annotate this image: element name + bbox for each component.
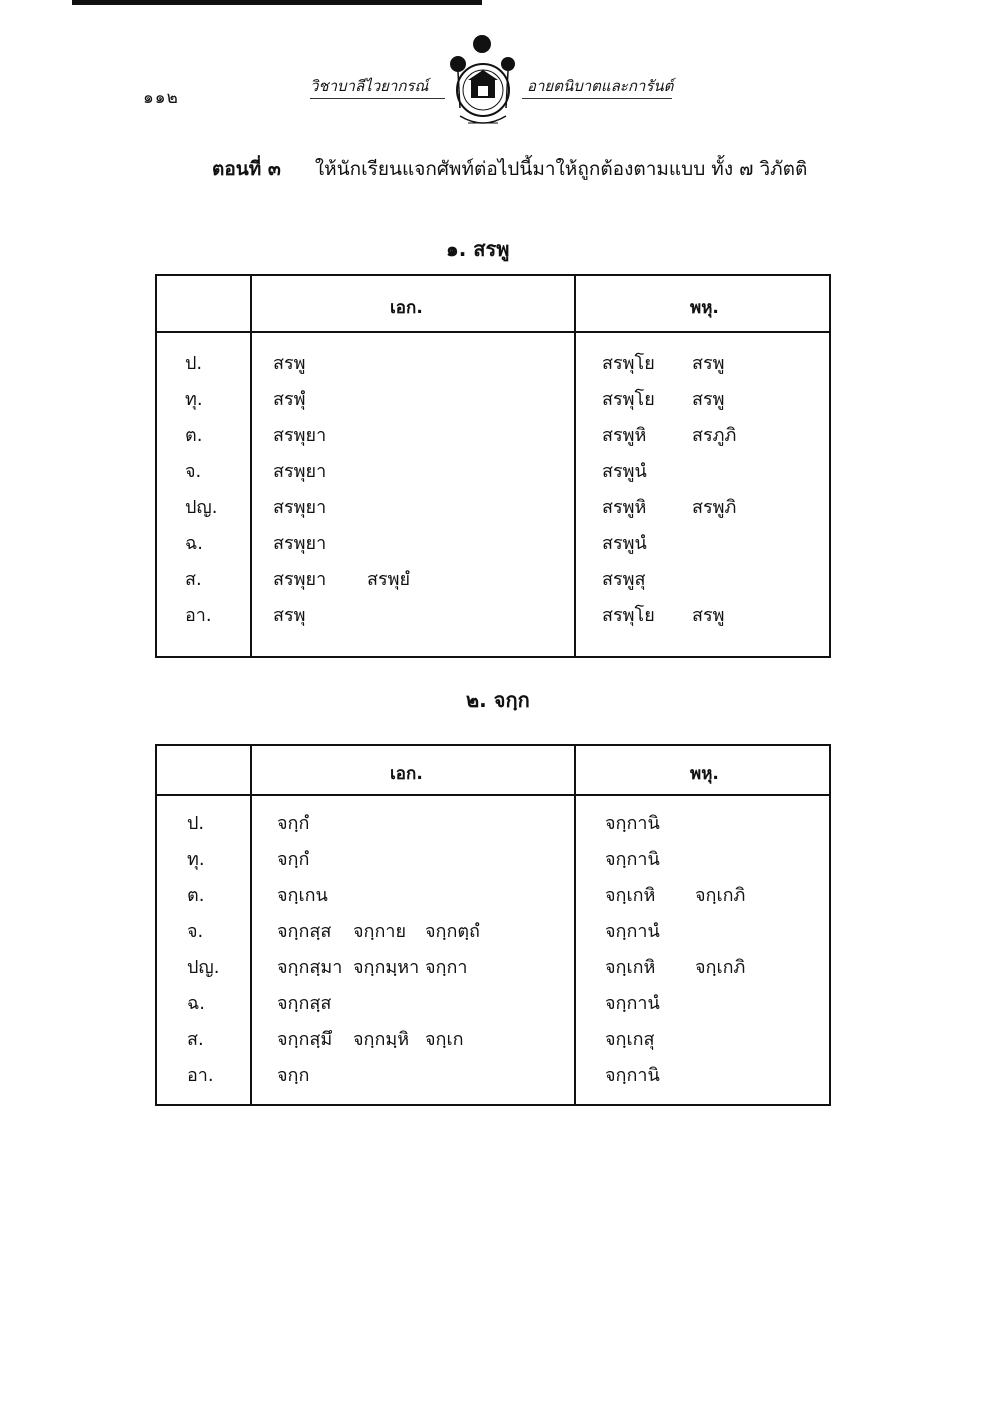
table-2-title: ๒. จกฺก	[466, 688, 530, 712]
case-label: ป.	[185, 353, 203, 374]
table-row	[157, 1060, 829, 1096]
case-label: อา.	[187, 1065, 214, 1086]
plural-form: สรพูนํ	[602, 533, 647, 554]
instruction-line	[212, 154, 807, 184]
singular-form: สรพุยํ	[367, 569, 411, 590]
header-underline-left	[310, 98, 445, 99]
table-row	[157, 456, 829, 492]
singular-form: จกฺกสฺส	[277, 921, 332, 942]
table-row	[157, 384, 829, 420]
singular-form: สรพุยา	[273, 461, 327, 482]
case-label: ทุ.	[187, 849, 205, 870]
table-row	[157, 420, 829, 456]
case-label: ต.	[187, 885, 205, 906]
top-edge-bar	[72, 0, 482, 5]
column-header-plural: พหุ.	[690, 298, 719, 318]
case-label: ปญ.	[185, 497, 218, 518]
table-row	[157, 348, 829, 384]
case-label: จ.	[185, 461, 202, 482]
plural-form: สรพูสุ	[602, 569, 646, 590]
running-header-right: อายตนิบาตและการันต์	[527, 77, 674, 95]
table-row	[157, 988, 829, 1024]
plural-form: จกฺกานิ	[605, 813, 660, 834]
instruction-label: ตอนที่ ๓	[212, 158, 281, 180]
table-row	[157, 1024, 829, 1060]
plural-form: สรพู	[692, 605, 725, 626]
plural-form: สรพูนํ	[602, 461, 647, 482]
plural-form: จกฺเกหิ	[605, 957, 656, 978]
case-label: ต.	[185, 425, 203, 446]
singular-form: สรพู	[273, 353, 306, 374]
singular-form: สรพุ	[273, 605, 306, 626]
case-label: ฉ.	[187, 993, 205, 1014]
instruction-text: ให้นักเรียนแจกศัพท์ต่อไปนี้มาให้ถูกต้องตามแบบ ทั้ง ๗ วิภัตติ	[314, 158, 808, 180]
singular-form: จกฺเกน	[277, 885, 328, 906]
singular-form: สรพุยา	[273, 569, 327, 590]
plural-form: จกฺกานิ	[605, 1065, 660, 1086]
table-row	[157, 916, 829, 952]
plural-form: จกฺเกภิ	[695, 885, 746, 906]
singular-form: จกฺกสฺมา	[277, 957, 343, 978]
plural-form: จกฺกานํ	[605, 993, 660, 1014]
plural-form: สรพุโย	[602, 605, 655, 626]
case-label: ส.	[187, 1029, 204, 1050]
singular-form: จกฺกมฺหิ	[353, 1029, 410, 1050]
emblem-logo	[438, 30, 528, 134]
table-1-title: ๑. สรพู	[446, 237, 510, 261]
table-header-row	[157, 746, 829, 796]
singular-form: สรพุยา	[273, 425, 327, 446]
singular-form: จกฺกมฺหา	[353, 957, 420, 978]
column-header-singular: เอก.	[390, 298, 423, 318]
table-row	[157, 528, 829, 564]
singular-form: จกฺเก	[425, 1029, 464, 1050]
plural-form: จกฺเกหิ	[605, 885, 656, 906]
case-label: อา.	[185, 605, 212, 626]
case-label: ปญ.	[187, 957, 220, 978]
case-label: ส.	[185, 569, 202, 590]
column-header-plural: พหุ.	[690, 764, 719, 784]
singular-form: จกฺกา	[425, 957, 468, 978]
plural-form: สรพู	[692, 389, 725, 410]
plural-form: จกฺเกสุ	[605, 1029, 655, 1050]
singular-form: จกฺกตฺถํ	[425, 921, 480, 942]
declension-table-2	[155, 744, 831, 1106]
running-header-left: วิชาบาลีไวยากรณ์	[310, 77, 429, 95]
case-label: ฉ.	[185, 533, 203, 554]
singular-form: จกฺกาย	[353, 921, 406, 942]
plural-form: สรภูภิ	[692, 425, 737, 446]
singular-form: สรพุยา	[273, 497, 327, 518]
singular-form: จกฺกสฺส	[277, 993, 332, 1014]
case-label: ทุ.	[185, 389, 203, 410]
plural-form: จกฺเกภิ	[695, 957, 746, 978]
case-label: ป.	[187, 813, 205, 834]
plural-form: สรพุโย	[602, 389, 655, 410]
singular-form: จกฺก	[277, 1065, 310, 1086]
plural-form: จกฺกานิ	[605, 849, 660, 870]
plural-form: สรพูหิ	[602, 497, 647, 518]
plural-form: สรพุโย	[602, 353, 655, 374]
table-row	[157, 808, 829, 844]
table-header-row	[157, 276, 829, 333]
singular-form: สรพุํ	[273, 389, 306, 410]
case-label: จ.	[187, 921, 204, 942]
singular-form: จกฺกํ	[277, 849, 310, 870]
table-row	[157, 952, 829, 988]
plural-form: จกฺกานํ	[605, 921, 660, 942]
singular-form: จกฺกํ	[277, 813, 310, 834]
singular-form: จกฺกสฺมึ	[277, 1029, 333, 1050]
table-row	[157, 880, 829, 916]
plural-form: สรพู	[692, 353, 725, 374]
table-row	[157, 564, 829, 600]
column-header-singular: เอก.	[390, 764, 423, 784]
page-number: ๑๑๒	[143, 88, 179, 108]
declension-table-1	[155, 274, 831, 658]
plural-form: สรพูภิ	[692, 497, 737, 518]
table-row	[157, 844, 829, 880]
table-row	[157, 600, 829, 636]
plural-form: สรพูหิ	[602, 425, 647, 446]
singular-form: สรพุยา	[273, 533, 327, 554]
header-underline-right	[522, 98, 672, 99]
table-row	[157, 492, 829, 528]
